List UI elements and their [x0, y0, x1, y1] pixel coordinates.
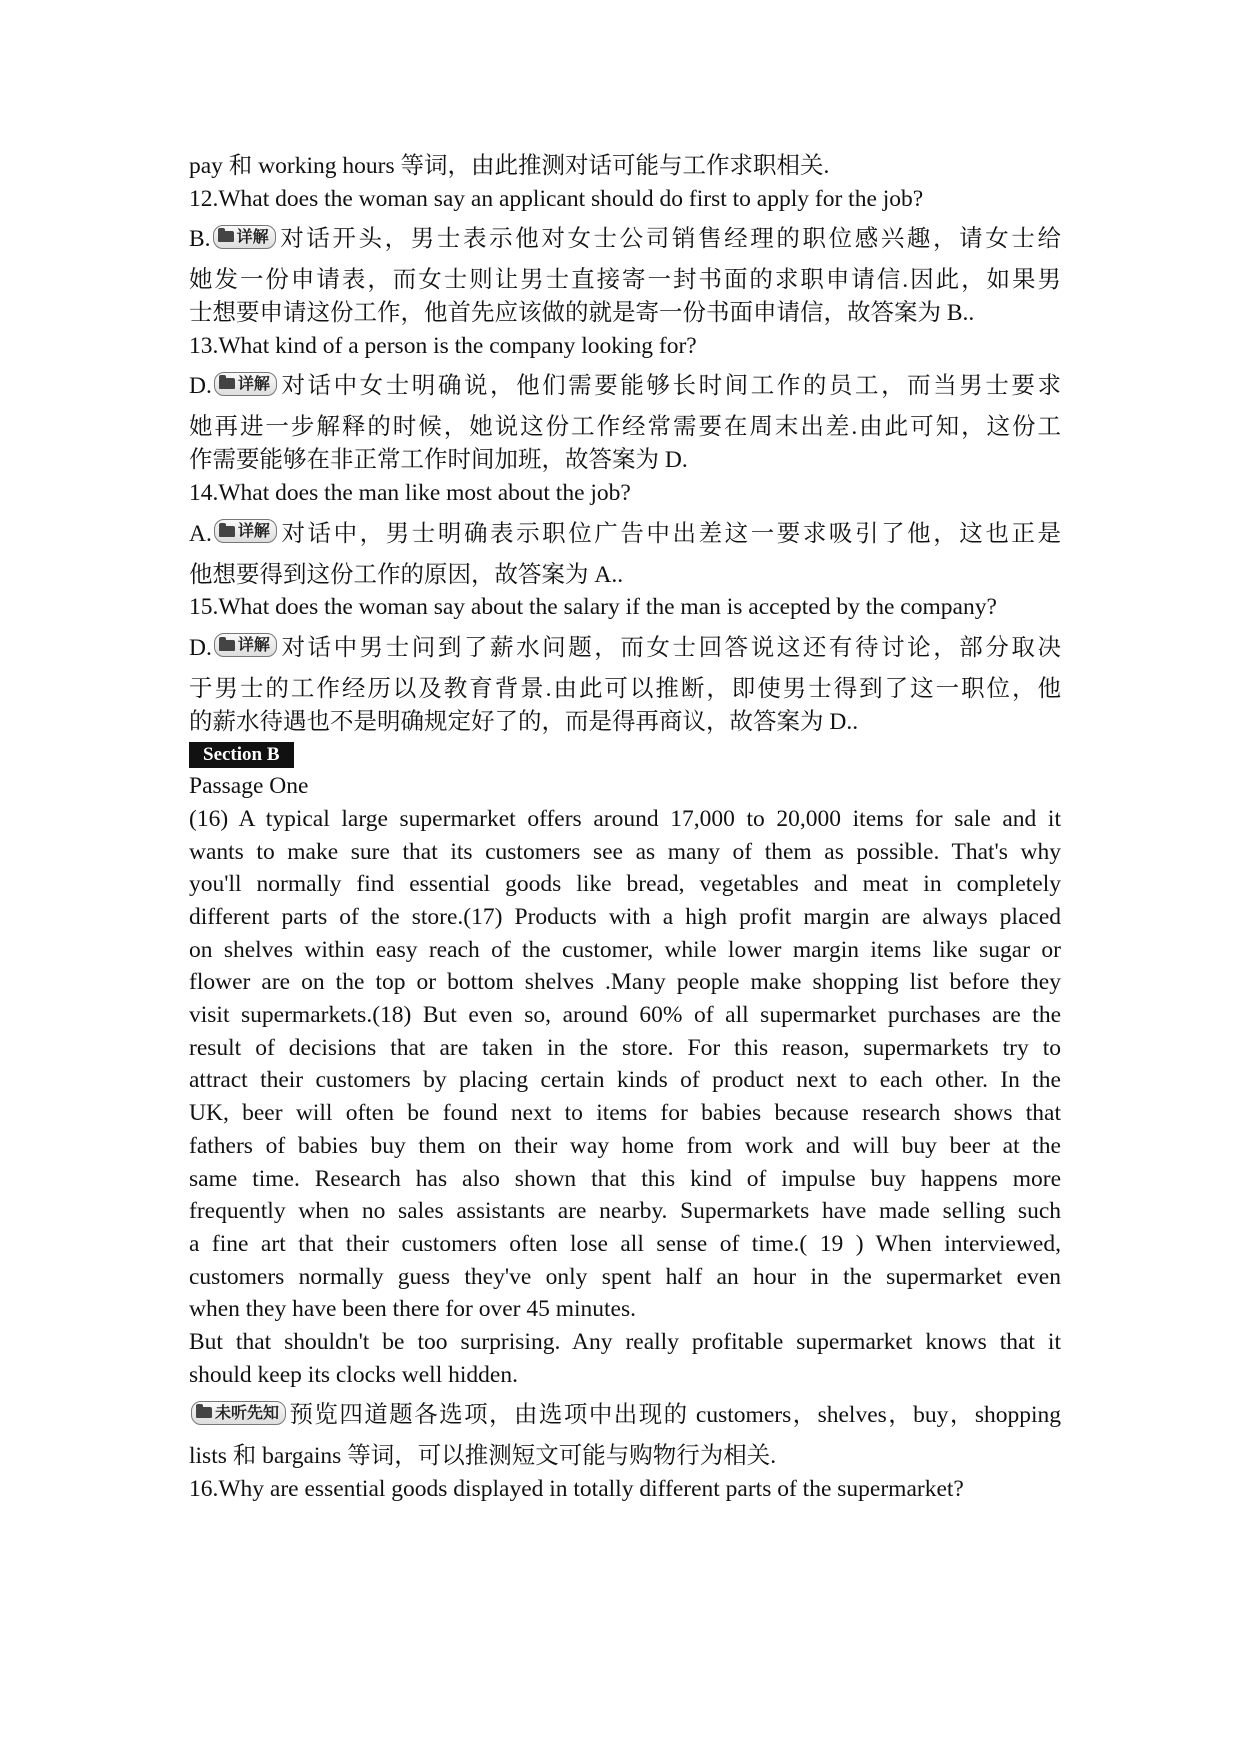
badge-label: 详解 [237, 635, 270, 655]
folder-icon [219, 378, 235, 389]
passage-line: UK, beer will often be found next to items for babies because research shows that [189, 1100, 1061, 1127]
preview-note-cont: lists 和 bargains 等词，可以推测短文可能与购物行为相关. [189, 1443, 777, 1470]
question-text: 13.What kind of a person is the company looking for? [189, 332, 697, 359]
explanation-line: 于男士的工作经历以及教育背景.由此可以推断，即使男士得到了这一职位，他 [189, 675, 1061, 702]
explanation-text: 对话中女士明确说，他们需要能够长时间工作的员工，而当男士要求 [278, 373, 1061, 400]
explanation-line: 的薪水待遇也不是明确规定好了的，而是得再商议，故答案为 D.. [189, 708, 859, 735]
answer-explanation [189, 362, 1061, 411]
explanation-text: 对话开头，男士表示他对女士公司销售经理的职位感兴趣，请女士给 [277, 226, 1061, 253]
passage-line: different parts of the store.(17) Products with a high profit margin are always placed [189, 904, 1061, 930]
passage-line: attract their customers by placing certain kinds of product next to each other. In the [189, 1067, 1061, 1094]
explanation-line: 她再进一步解释的时候，她说这份工作经常需要在周末出差.由此可知，这份工 [189, 414, 1061, 441]
answer-explanation [189, 624, 1061, 673]
passage-line: same time. Research has also shown that this kind of impulse buy happens more [189, 1165, 1061, 1192]
preview-note [189, 1391, 1061, 1440]
passage-line: a fine art that their customers often lose all sense of time.( 19 ) When interviewed, [189, 1230, 1061, 1257]
preview-text: 预览四道题各选项，由选项中出现的 customers，shelves，buy，shopping [288, 1402, 1061, 1429]
passage-line: fathers of babies buy them on their way home from work and will buy beer at the [189, 1132, 1061, 1159]
detail-badge [214, 372, 277, 396]
section-heading: Section B [189, 742, 294, 768]
explanation-line: 她发一份申请表，而女士则让男士直接寄一封书面的求职申请信.因此，如果男 [189, 267, 1061, 294]
intro-line: pay 和 working hours 等词，由此推测对话可能与工作求职相关. [189, 153, 830, 179]
explanation-text: 对话中，男士明确表示职位广告中出差这一要求吸引了他，这也正是 [278, 520, 1061, 547]
answer-explanation [189, 510, 1061, 559]
folder-icon [196, 1407, 212, 1418]
answer-letter: D. [189, 634, 212, 661]
section-b-label [189, 738, 1061, 770]
question-16: 16.Why are essential goods displayed in totally different parts of the supermarket? [189, 1476, 964, 1502]
folder-icon [218, 231, 234, 242]
detail-badge [213, 225, 276, 249]
passage-line: flower are on the top or bottom shelves .Many people make shopping list before they [189, 969, 1061, 996]
badge-label: 详解 [237, 521, 270, 540]
document-page [189, 150, 1061, 1506]
passage-line: should keep its clocks well hidden. [189, 1361, 518, 1388]
folder-icon [219, 526, 235, 537]
passage-title: Passage One [189, 773, 309, 800]
explanation-line: 他想要得到这份工作的原因，故答案为 A.. [189, 561, 624, 588]
passage-line: when they have been there for over 45 minutes. [189, 1296, 636, 1323]
detail-badge [214, 633, 277, 657]
passage-line: on shelves within easy reach of the customer, while lower margin items like sugar or [189, 936, 1061, 963]
question-list [189, 183, 1061, 739]
folder-icon [219, 640, 235, 651]
detail-badge [214, 519, 277, 543]
passage-line: customers normally guess they've only spent half an hour in the supermarket even [189, 1263, 1061, 1290]
answer-letter: B. [189, 226, 211, 253]
passage-line: visit supermarkets.(18) But even so, around 60% of all supermarket purchases are the [189, 1002, 1061, 1029]
badge-label: 详解 [236, 226, 269, 246]
passage-line: (16) A typical large supermarket offers around 17,000 to 20,000 items for sale and it [189, 805, 1061, 832]
answer-letter: A. [189, 520, 212, 547]
question-text: 12.What does the woman say an applicant should do first to apply for the job? [189, 185, 924, 212]
answer-letter: D. [189, 373, 212, 400]
explanation-text: 对话中男士问到了薪水问题，而女士回答说这还有待讨论，部分取决 [278, 634, 1061, 661]
passage-line: But that shouldn't be too surprising. Any really profitable supermarket knows that it [189, 1328, 1061, 1355]
question-text: 15.What does the woman say about the salary if the man is accepted by the company? [189, 594, 997, 621]
explanation-line: 作需要能够在非正常工作时间加班，故答案为 D. [189, 447, 688, 474]
badge-label: 详解 [237, 373, 270, 393]
passage-text [189, 803, 1061, 1391]
preview-badge [191, 1401, 286, 1425]
passage-line: result of decisions that are taken in the store. For this reason, supermarkets try to [189, 1034, 1061, 1061]
question-text: 14.What does the man like most about the job? [189, 479, 631, 506]
passage-line: you'll normally find essential goods like bread, vegetables and meat in completely [189, 871, 1061, 898]
explanation-line: 士想要申请这份工作，他首先应该做的就是寄一份书面申请信，故答案为 B.. [189, 300, 975, 327]
passage-line: frequently when no sales assistants are nearby. Supermarkets have made selling such [189, 1198, 1061, 1225]
passage-line: wants to make sure that its customers see as many of them as possible. That's why [189, 838, 1061, 865]
badge-label: 未听先知 [215, 1402, 280, 1422]
answer-explanation [189, 215, 1061, 264]
